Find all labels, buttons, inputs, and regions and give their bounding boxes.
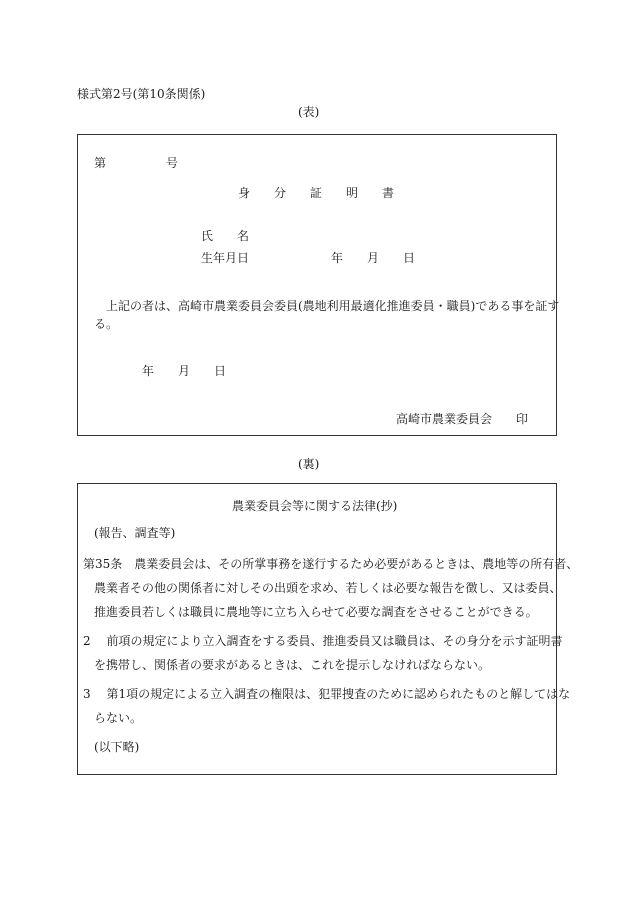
birthdate-day: 日 — [403, 251, 416, 265]
name-label-char: 名 — [237, 229, 250, 243]
issue-date-month: 月 — [178, 364, 191, 378]
article-35-line3: 推進委員若しくは職員に農地等に立ち入らせて必要な調査をさせることができる。 — [94, 605, 538, 619]
certificate-title-char: 書 — [382, 186, 395, 200]
certification-text-line1: 上記の者は、高崎市農業委員会委員(農地利用最適化推進委員・職員)である事を証す — [106, 299, 560, 313]
section-heading: (報告、調査等) — [94, 526, 176, 540]
issue-date-day: 日 — [214, 364, 227, 378]
certification-text-line2: る。 — [94, 317, 119, 331]
item-2-line2: を携帯し、関係者の要求があるときは、これを提示しなければならない。 — [94, 658, 491, 672]
certificate-title-char: 身 — [238, 186, 251, 200]
birthdate-year: 年 — [331, 251, 344, 265]
certificate-title-char: 証 — [310, 186, 323, 200]
issuer-name: 高崎市農業委員会 — [396, 412, 493, 426]
certificate-title-char: 分 — [274, 186, 287, 200]
certificate-number-suffix: 号 — [166, 156, 179, 170]
name-label-char: 氏 — [201, 229, 214, 243]
front-certificate-box — [77, 134, 560, 436]
omitted-note: (以下略) — [94, 740, 140, 754]
item-3-line1: 3 第1項の規定による立入調査の権限は、犯罪捜査のために認められたものと解してはな — [83, 687, 571, 701]
issue-date-year: 年 — [142, 364, 155, 378]
article-35-line1: 第35条 農業委員会は、その所掌事務を遂行するため必要があるときは、農地等の所有者、 — [83, 557, 579, 571]
birthdate-label: 生年月日 — [201, 251, 250, 265]
certificate-number-prefix: 第 — [94, 156, 107, 170]
form-number: 様式第2号(第10条関係) — [77, 87, 206, 101]
front-label: (表) — [298, 105, 320, 119]
item-3-line2: らない。 — [94, 711, 143, 725]
birthdate-month: 月 — [367, 251, 380, 265]
certificate-title-char: 明 — [346, 186, 359, 200]
item-2-line1: 2 前項の規定により立入調査をする委員、推進委員又は職員は、その身分を示す証明書 — [83, 634, 563, 648]
seal-mark: 印 — [516, 412, 529, 426]
article-35-line2: 農業者その他の関係者に対しその出頭を求め、若しくは必要な報告を徴し、又は委員、 — [94, 581, 562, 595]
law-title: 農業委員会等に関する法律(抄) — [232, 499, 398, 513]
back-label: (裏) — [298, 457, 320, 471]
